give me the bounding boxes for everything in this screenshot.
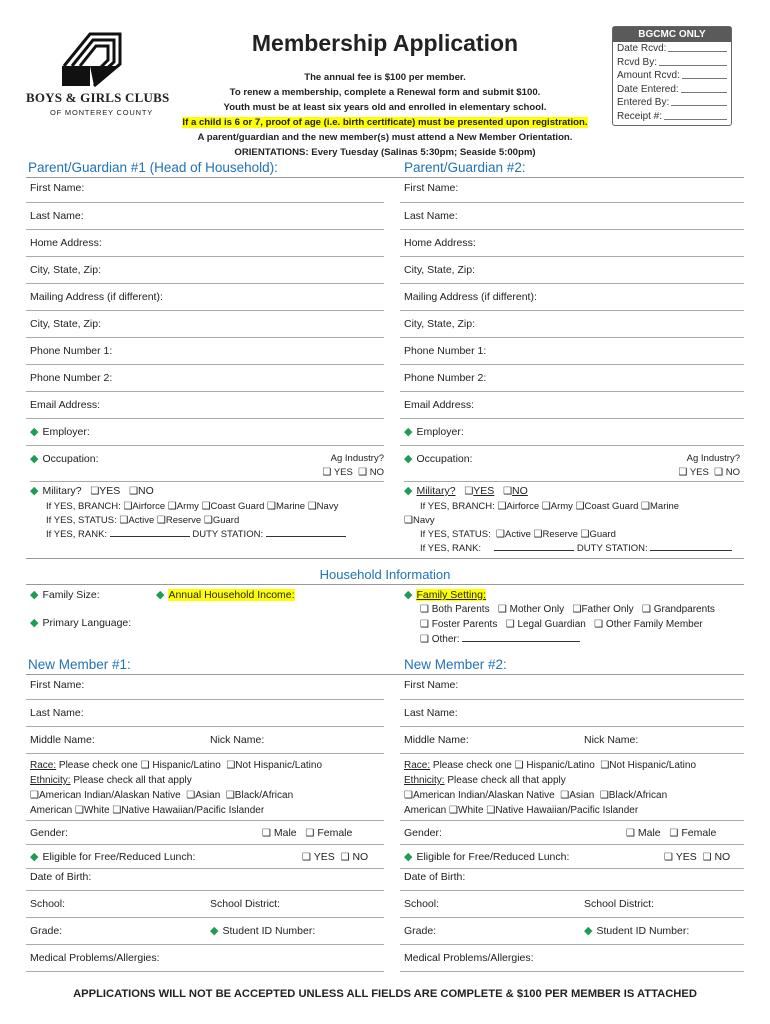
checkbox-icon[interactable]: ❑ bbox=[90, 486, 100, 497]
checkbox-icon[interactable]: ❑ bbox=[541, 501, 551, 512]
option-label: NO bbox=[714, 851, 731, 863]
checkbox-icon[interactable]: ❑ bbox=[140, 760, 150, 771]
race-label: Race: bbox=[404, 760, 431, 771]
field-label: Mailing Address (if different): bbox=[30, 291, 163, 303]
guardian2-employer[interactable] bbox=[400, 419, 744, 446]
checkbox-icon[interactable]: ❑ bbox=[514, 760, 524, 771]
intro-line: Youth must be at least six years old and enrolled in elementary school. bbox=[223, 102, 547, 113]
field-label: City, State, Zip: bbox=[30, 318, 101, 330]
option-label: NO bbox=[725, 467, 740, 478]
office-field-line[interactable] bbox=[659, 56, 727, 66]
option-label: Black/African bbox=[608, 790, 668, 801]
option-label: Hispanic/Latino bbox=[526, 760, 595, 771]
office-field-label: Date Rcvd: bbox=[617, 43, 667, 54]
diamond-bullet-icon: ◆ bbox=[30, 453, 39, 465]
field-label: Occupation: bbox=[416, 453, 473, 465]
checkbox-icon[interactable]: ❑ bbox=[262, 828, 271, 839]
checkbox-icon[interactable]: ❑ bbox=[714, 467, 724, 478]
checkbox-icon[interactable]: ❑ bbox=[167, 501, 177, 512]
branch-label: If YES, BRANCH: bbox=[420, 501, 495, 512]
field-label: Grade: bbox=[404, 925, 437, 937]
option-label: Foster Parents bbox=[431, 619, 498, 630]
diamond-bullet-icon: ◆ bbox=[210, 925, 219, 937]
option-label: Marine bbox=[276, 501, 306, 512]
field-label: Last Name: bbox=[404, 210, 458, 222]
checkbox-icon[interactable]: ❑ bbox=[225, 790, 235, 801]
checkbox-icon[interactable]: ❑ bbox=[641, 501, 651, 512]
field-label: Family Size: bbox=[42, 589, 100, 601]
footer-notice: APPLICATIONS WILL NOT BE ACCEPTED UNLESS ALL FIELDS ARE COMPLETE & $100 PER MEMBER IS ATTACHED bbox=[73, 988, 697, 1000]
member1-dob[interactable] bbox=[26, 869, 384, 891]
member1-middle-name[interactable] bbox=[26, 727, 384, 754]
member2-race-ethnicity bbox=[400, 754, 744, 821]
member1-school[interactable] bbox=[26, 891, 384, 918]
military-label: Military? bbox=[416, 485, 456, 497]
page-title: Membership Application bbox=[251, 30, 519, 56]
ag-industry-label: Ag Industry? bbox=[686, 453, 740, 464]
district-label: School District: bbox=[210, 898, 281, 910]
office-field-label: Entered By: bbox=[617, 97, 670, 108]
member2-school[interactable] bbox=[400, 891, 744, 918]
option-label: American bbox=[30, 805, 73, 816]
option-label: Active bbox=[505, 529, 531, 540]
option-label: Army bbox=[176, 501, 199, 512]
rank-field[interactable] bbox=[110, 536, 190, 537]
option-label: Airforce bbox=[132, 501, 166, 512]
checkbox-icon[interactable]: ❑ bbox=[678, 467, 688, 478]
option-label: Guard bbox=[212, 515, 240, 526]
guardian1-phone-1[interactable] bbox=[26, 338, 384, 365]
guardian1-mailing-city[interactable] bbox=[26, 311, 384, 338]
member1-lunch bbox=[26, 845, 384, 869]
field-label: Gender: bbox=[404, 827, 442, 839]
member2-grade[interactable] bbox=[400, 918, 744, 945]
field-label: City, State, Zip: bbox=[404, 264, 475, 276]
checkbox-icon[interactable]: ❑ bbox=[358, 467, 368, 478]
district-label: School District: bbox=[584, 898, 655, 910]
guardian1-military bbox=[30, 484, 384, 542]
checkbox-icon[interactable]: ❑ bbox=[404, 790, 413, 801]
diamond-bullet-icon: ◆ bbox=[30, 589, 39, 601]
checkbox-icon[interactable]: ❑ bbox=[203, 515, 213, 526]
intro-line-highlighted: If a child is 6 or 7, proof of age (i.e. birth certificate) must be presented upon registration. bbox=[182, 117, 588, 128]
club-logo-icon bbox=[60, 26, 124, 88]
field-label: Occupation: bbox=[42, 453, 99, 465]
member2-medical[interactable] bbox=[400, 945, 744, 972]
family-setting-field bbox=[404, 588, 744, 647]
guardian1-first-name[interactable] bbox=[26, 178, 384, 203]
field-label: Mailing Address (if different): bbox=[404, 291, 537, 303]
guardian1-fields bbox=[26, 178, 384, 446]
checkbox-icon[interactable]: ❑ bbox=[226, 760, 236, 771]
field-label: Eligible for Free/Reduced Lunch: bbox=[42, 851, 196, 863]
option-label: YES bbox=[689, 467, 709, 478]
office-field-label: Amount Rcvd: bbox=[617, 70, 680, 81]
field-label: City, State, Zip: bbox=[30, 264, 101, 276]
guardian2-military bbox=[404, 484, 744, 556]
checkbox-icon[interactable]: ❑ bbox=[420, 619, 429, 630]
option-label: Male bbox=[273, 827, 297, 839]
option-label: White bbox=[84, 805, 110, 816]
member1-grade[interactable] bbox=[26, 918, 384, 945]
guardian2-last-name[interactable] bbox=[400, 203, 744, 230]
field-label: Middle Name: bbox=[404, 734, 469, 746]
option-label: Airforce bbox=[506, 501, 540, 512]
option-label: Black/African bbox=[234, 790, 294, 801]
option-label: YES bbox=[99, 485, 121, 497]
status-label: If YES, STATUS: bbox=[420, 529, 491, 540]
student-id-label: Student ID Number: bbox=[596, 925, 690, 937]
option-label: Other Family Member bbox=[605, 619, 703, 630]
ethnicity-label: Ethnicity: bbox=[30, 775, 71, 786]
checkbox-icon[interactable]: ❑ bbox=[669, 828, 679, 839]
option-label: Native Hawaiian/Pacific Islander bbox=[495, 805, 639, 816]
checkbox-icon[interactable]: ❑ bbox=[497, 604, 507, 615]
option-label: Not Hispanic/Latino bbox=[609, 760, 697, 771]
diamond-bullet-icon: ◆ bbox=[584, 925, 593, 937]
option-label: Native Hawaiian/Pacific Islander bbox=[121, 805, 265, 816]
checkbox-icon[interactable]: ❑ bbox=[600, 760, 610, 771]
diamond-bullet-icon: ◆ bbox=[30, 426, 39, 438]
section-divider bbox=[26, 558, 744, 559]
field-label: Phone Number 2: bbox=[404, 372, 487, 384]
checkbox-icon[interactable]: ❑ bbox=[664, 852, 673, 863]
checkbox-icon[interactable]: ❑ bbox=[129, 486, 139, 497]
option-label: White bbox=[458, 805, 484, 816]
duty-station-label: DUTY STATION: bbox=[576, 543, 648, 554]
option-label: YES bbox=[333, 467, 353, 478]
ag-industry-label: Ag Industry? bbox=[330, 453, 384, 464]
field-label: Home Address: bbox=[30, 237, 102, 249]
option-label: Asian bbox=[569, 790, 595, 801]
member1-medical[interactable] bbox=[26, 945, 384, 972]
option-label: Active bbox=[128, 515, 155, 526]
guardian2-fields bbox=[400, 178, 744, 446]
ethnicity-label: Ethnicity: bbox=[404, 775, 445, 786]
option-label: NO bbox=[352, 851, 369, 863]
member1-fields bbox=[26, 675, 384, 972]
guardian2-email[interactable] bbox=[400, 392, 744, 419]
option-label: Both Parents bbox=[431, 604, 490, 615]
checkbox-icon[interactable]: ❑ bbox=[497, 501, 507, 512]
option-label: Coast Guard bbox=[584, 501, 639, 512]
checkbox-icon[interactable]: ❑ bbox=[186, 790, 196, 801]
duty-station-label: DUTY STATION: bbox=[192, 529, 264, 540]
member2-heading: New Member #2: bbox=[404, 657, 507, 672]
office-field-label: Rcvd By: bbox=[617, 56, 658, 68]
option-label: YES bbox=[675, 851, 697, 863]
military-label: Military? bbox=[42, 485, 82, 497]
member2-middle-name[interactable] bbox=[400, 727, 744, 754]
member2-dob[interactable] bbox=[400, 869, 744, 891]
field-label: Employer: bbox=[42, 426, 90, 438]
ethnicity-prompt: Please check all that apply bbox=[73, 775, 192, 786]
office-field-label: Receipt #: bbox=[617, 110, 663, 122]
guardian1-employer[interactable] bbox=[26, 419, 384, 446]
member2-lunch bbox=[400, 845, 744, 869]
household-income-field[interactable] bbox=[156, 588, 295, 601]
office-field-line[interactable] bbox=[664, 110, 727, 120]
checkbox-icon[interactable]: ❑ bbox=[572, 604, 582, 615]
other-setting-field[interactable] bbox=[462, 641, 580, 642]
race-label: Race: bbox=[30, 760, 57, 771]
intro-line: The annual fee is $100 per member. bbox=[304, 72, 466, 83]
field-label: Family Setting: bbox=[416, 589, 486, 601]
option-label: NO bbox=[369, 467, 384, 478]
field-label: Gender: bbox=[30, 827, 68, 839]
intro-line: A parent/guardian and the new member(s) must attend a New Member Orientation. bbox=[197, 132, 573, 143]
option-label: Female bbox=[317, 827, 353, 839]
guardian1-email[interactable] bbox=[26, 392, 384, 419]
checkbox-icon[interactable]: ❑ bbox=[580, 529, 590, 540]
guardian2-first-name[interactable] bbox=[400, 178, 744, 203]
member1-heading: New Member #1: bbox=[28, 657, 131, 672]
office-field-line[interactable] bbox=[682, 69, 727, 79]
field-label: First Name: bbox=[404, 679, 459, 691]
checkbox-icon[interactable]: ❑ bbox=[599, 790, 609, 801]
guardian2-mailing-city[interactable] bbox=[400, 311, 744, 338]
member2-first-name[interactable] bbox=[400, 675, 744, 700]
race-prompt: Please check one bbox=[432, 760, 512, 771]
option-label: Army bbox=[550, 501, 573, 512]
guardian1-home-address[interactable] bbox=[26, 230, 384, 257]
field-label: City, State, Zip: bbox=[404, 318, 475, 330]
branch-label: If YES, BRANCH: bbox=[46, 501, 121, 512]
guardian1-mailing-address[interactable] bbox=[26, 284, 384, 311]
option-label: Legal Guardian bbox=[517, 619, 586, 630]
checkbox-icon[interactable]: ❑ bbox=[123, 501, 133, 512]
field-label: Middle Name: bbox=[30, 734, 95, 746]
checkbox-icon[interactable]: ❑ bbox=[302, 852, 311, 863]
option-label: Reserve bbox=[542, 529, 578, 540]
member2-last-name[interactable] bbox=[400, 700, 744, 727]
guardian2-city-state-zip[interactable] bbox=[400, 257, 744, 284]
field-label: Date of Birth: bbox=[30, 871, 92, 883]
checkbox-icon[interactable]: ❑ bbox=[449, 805, 458, 816]
guardian1-last-name[interactable] bbox=[26, 203, 384, 230]
field-label: Annual Household Income: bbox=[168, 589, 295, 601]
option-label: NO bbox=[512, 485, 528, 497]
org-county: OF MONTEREY COUNTY bbox=[50, 108, 154, 117]
ag-industry-block bbox=[678, 452, 740, 480]
member2-gender bbox=[400, 821, 744, 845]
diamond-bullet-icon: ◆ bbox=[30, 851, 39, 863]
intro-text bbox=[160, 70, 610, 160]
field-label: Primary Language: bbox=[42, 617, 132, 629]
checkbox-icon[interactable]: ❑ bbox=[201, 501, 211, 512]
member1-gender bbox=[26, 821, 384, 845]
office-field-label: Date Entered: bbox=[617, 83, 679, 95]
nick-name-label: Nick Name: bbox=[210, 734, 265, 746]
option-label: YES bbox=[473, 485, 495, 497]
checkbox-icon[interactable]: ❑ bbox=[642, 604, 651, 615]
checkbox-icon[interactable]: ❑ bbox=[307, 501, 317, 512]
option-label: American bbox=[404, 805, 447, 816]
field-label: Phone Number 2: bbox=[30, 372, 113, 384]
student-id-label: Student ID Number: bbox=[222, 925, 316, 937]
member1-last-name[interactable] bbox=[26, 700, 384, 727]
diamond-bullet-icon: ◆ bbox=[30, 485, 39, 497]
family-size-field[interactable] bbox=[30, 588, 100, 601]
diamond-bullet-icon: ◆ bbox=[404, 426, 413, 438]
field-label: Medical Problems/Allergies: bbox=[30, 952, 160, 964]
guardian2-phone-2[interactable] bbox=[400, 365, 744, 392]
field-label: First Name: bbox=[30, 182, 85, 194]
checkbox-icon[interactable]: ❑ bbox=[496, 529, 505, 540]
guardian1-phone-2[interactable] bbox=[26, 365, 384, 392]
option-label: Not Hispanic/Latino bbox=[235, 760, 323, 771]
rank-label: If YES, RANK: bbox=[420, 543, 482, 554]
field-label: Home Address: bbox=[404, 237, 476, 249]
checkbox-icon[interactable]: ❑ bbox=[112, 805, 122, 816]
option-label: Marine bbox=[650, 501, 680, 512]
guardian1-occupation[interactable] bbox=[30, 452, 384, 482]
member1-first-name[interactable] bbox=[26, 675, 384, 700]
diamond-bullet-icon: ◆ bbox=[404, 589, 413, 601]
field-label: Email Address: bbox=[404, 399, 475, 411]
option-label: Father Only bbox=[581, 604, 634, 615]
checkbox-icon[interactable]: ❑ bbox=[305, 828, 315, 839]
option-label: Asian bbox=[195, 790, 221, 801]
checkbox-icon[interactable]: ❑ bbox=[340, 852, 350, 863]
field-label: Email Address: bbox=[30, 399, 101, 411]
option-label: Navy bbox=[412, 515, 435, 526]
field-label: First Name: bbox=[30, 679, 85, 691]
duty-station-field[interactable] bbox=[266, 536, 346, 537]
option-label: American Indian/Alaskan Native bbox=[412, 790, 555, 801]
intro-line: To renew a membership, complete a Renewal form and submit $100. bbox=[229, 87, 541, 98]
duty-station-field[interactable] bbox=[650, 550, 732, 551]
ag-industry-block bbox=[322, 452, 384, 480]
option-label: Male bbox=[637, 827, 661, 839]
office-field-line[interactable] bbox=[668, 42, 727, 52]
race-prompt: Please check one bbox=[58, 760, 138, 771]
checkbox-icon[interactable]: ❑ bbox=[404, 515, 413, 526]
office-use-box bbox=[612, 26, 732, 126]
section-divider bbox=[26, 584, 744, 585]
diamond-bullet-icon: ◆ bbox=[404, 485, 413, 497]
office-use-title: BGCMC ONLY bbox=[613, 27, 731, 42]
primary-language-field[interactable] bbox=[30, 616, 131, 629]
guardian2-mailing-address[interactable] bbox=[400, 284, 744, 311]
guardian2-occupation[interactable] bbox=[404, 452, 744, 482]
guardian1-heading: Parent/Guardian #1 (Head of Household): bbox=[28, 160, 278, 175]
field-label: Eligible for Free/Reduced Lunch: bbox=[416, 851, 570, 863]
rank-label: If YES, RANK: bbox=[46, 529, 108, 540]
field-label: Last Name: bbox=[404, 707, 458, 719]
org-name: BOYS & GIRLS CLUBS bbox=[26, 90, 170, 105]
field-label: School: bbox=[30, 898, 66, 910]
field-label: Date of Birth: bbox=[404, 871, 466, 883]
checkbox-icon[interactable]: ❑ bbox=[560, 790, 570, 801]
checkbox-icon[interactable]: ❑ bbox=[420, 634, 429, 645]
option-label: Reserve bbox=[165, 515, 202, 526]
checkbox-icon[interactable]: ❑ bbox=[420, 604, 429, 615]
diamond-bullet-icon: ◆ bbox=[156, 589, 165, 601]
option-label: NO bbox=[138, 485, 154, 497]
option-label: Hispanic/Latino bbox=[152, 760, 221, 771]
diamond-bullet-icon: ◆ bbox=[404, 453, 413, 465]
intro-line: ORIENTATIONS: Every Tuesday (Salinas 5:30pm; Seaside 5:00pm) bbox=[234, 147, 536, 158]
rank-field[interactable] bbox=[494, 550, 574, 551]
checkbox-icon[interactable]: ❑ bbox=[267, 501, 277, 512]
checkbox-icon[interactable]: ❑ bbox=[156, 515, 166, 526]
guardian1-city-state-zip[interactable] bbox=[26, 257, 384, 284]
nick-name-label: Nick Name: bbox=[584, 734, 639, 746]
field-label: School: bbox=[404, 898, 440, 910]
option-label: Grandparents bbox=[653, 604, 715, 615]
checkbox-icon[interactable]: ❑ bbox=[464, 486, 474, 497]
field-label: Employer: bbox=[416, 426, 464, 438]
field-label: Phone Number 1: bbox=[404, 345, 487, 357]
guardian2-home-address[interactable] bbox=[400, 230, 744, 257]
checkbox-icon[interactable]: ❑ bbox=[486, 805, 496, 816]
member2-fields bbox=[400, 675, 744, 972]
option-label: Mother Only bbox=[509, 604, 565, 615]
diamond-bullet-icon: ◆ bbox=[30, 617, 39, 629]
office-field-line[interactable] bbox=[681, 83, 727, 93]
office-field-line[interactable] bbox=[671, 96, 727, 106]
option-label: Coast Guard bbox=[210, 501, 265, 512]
status-label: If YES, STATUS: bbox=[46, 515, 117, 526]
field-label: First Name: bbox=[404, 182, 459, 194]
option-label: Female bbox=[681, 827, 717, 839]
field-label: Last Name: bbox=[30, 210, 84, 222]
checkbox-icon[interactable]: ❑ bbox=[119, 515, 129, 526]
checkbox-icon[interactable]: ❑ bbox=[505, 619, 515, 630]
member1-race-ethnicity bbox=[26, 754, 384, 821]
diamond-bullet-icon: ◆ bbox=[404, 851, 413, 863]
field-label: Grade: bbox=[30, 925, 63, 937]
option-label: Other: bbox=[431, 634, 460, 645]
guardian2-heading: Parent/Guardian #2: bbox=[404, 160, 526, 175]
option-label: YES bbox=[313, 851, 335, 863]
field-label: Phone Number 1: bbox=[30, 345, 113, 357]
checkbox-icon[interactable]: ❑ bbox=[702, 852, 712, 863]
field-label: Medical Problems/Allergies: bbox=[404, 952, 534, 964]
checkbox-icon[interactable]: ❑ bbox=[626, 828, 635, 839]
checkbox-icon[interactable]: ❑ bbox=[322, 467, 332, 478]
option-label: Navy bbox=[316, 501, 339, 512]
guardian2-phone-1[interactable] bbox=[400, 338, 744, 365]
checkbox-icon[interactable]: ❑ bbox=[75, 805, 84, 816]
checkbox-icon[interactable]: ❑ bbox=[575, 501, 585, 512]
option-label: Guard bbox=[589, 529, 616, 540]
household-heading: Household Information bbox=[319, 567, 451, 582]
checkbox-icon[interactable]: ❑ bbox=[30, 790, 39, 801]
checkbox-icon[interactable]: ❑ bbox=[533, 529, 543, 540]
checkbox-icon[interactable]: ❑ bbox=[594, 619, 604, 630]
checkbox-icon[interactable]: ❑ bbox=[503, 486, 513, 497]
field-label: Last Name: bbox=[30, 707, 84, 719]
ethnicity-prompt: Please check all that apply bbox=[447, 775, 566, 786]
option-label: American Indian/Alaskan Native bbox=[38, 790, 181, 801]
